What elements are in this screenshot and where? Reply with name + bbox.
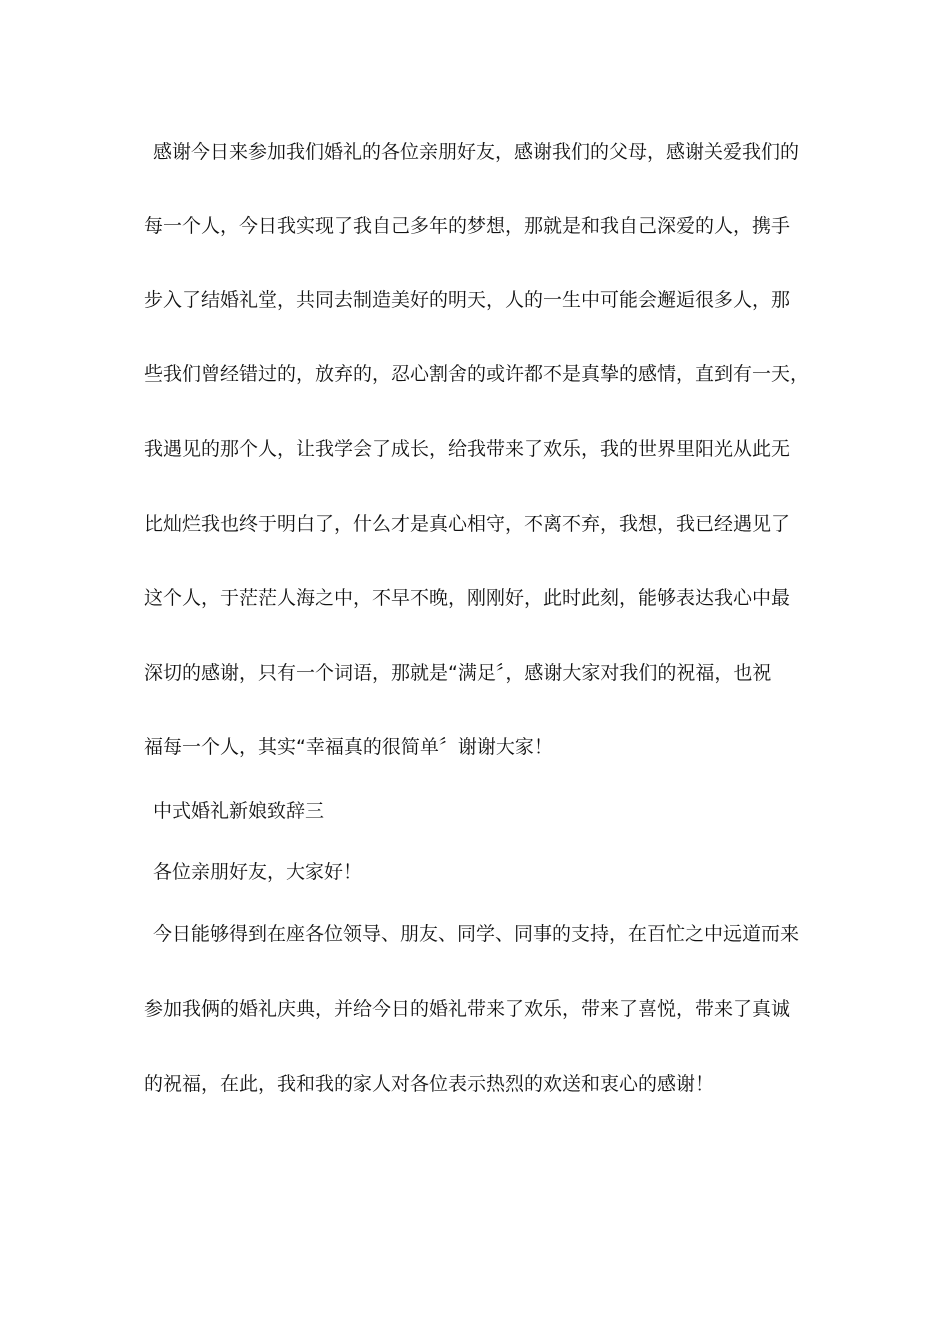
paragraph-line: 这个人，于茫茫人海之中，不早不晚，刚刚好，此时此刻，能够表达我心中最 — [144, 587, 791, 609]
paragraph-line: 步入了结婚礼堂，共同去制造美好的明天，人的一生中可能会邂逅很多人，那 — [144, 289, 791, 311]
greeting-line: 各位亲朋好友，大家好！ — [153, 861, 363, 883]
paragraph-line: 每一个人，今日我实现了我自己多年的梦想，那就是和我自己深爱的人，携手 — [144, 215, 791, 237]
paragraph-line: 今日能够得到在座各位领导、朋友、同学、同事的支持，在百忙之中远道而来 — [153, 923, 800, 945]
paragraph-line: 福每一个人，其实“幸福真的很简单〞谢谢大家！ — [144, 736, 553, 758]
paragraph-line: 些我们曾经错过的，放弃的，忍心割舍的或许都不是真挚的感情，直到有一天， — [144, 363, 810, 385]
section-title: 中式婚礼新娘致辞三 — [153, 800, 325, 822]
paragraph-line: 的祝福，在此，我和我的家人对各位表示热烈的欢送和衷心的感谢！ — [144, 1073, 715, 1095]
paragraph-line: 比灿烂我也终于明白了，什么才是真心相守，不离不弃，我想，我已经遇见了 — [144, 513, 791, 535]
paragraph-line: 感谢今日来参加我们婚礼的各位亲朋好友，感谢我们的父母，感谢关爱我们的 — [153, 141, 800, 163]
paragraph-line: 参加我俩的婚礼庆典，并给今日的婚礼带来了欢乐，带来了喜悦，带来了真诚 — [144, 998, 791, 1020]
paragraph-line: 深切的感谢，只有一个词语，那就是“满足〞，感谢大家对我们的祝福，也祝 — [144, 662, 772, 684]
paragraph-line: 我遇见的那个人，让我学会了成长，给我带来了欢乐，我的世界里阳光从此无 — [144, 438, 791, 460]
